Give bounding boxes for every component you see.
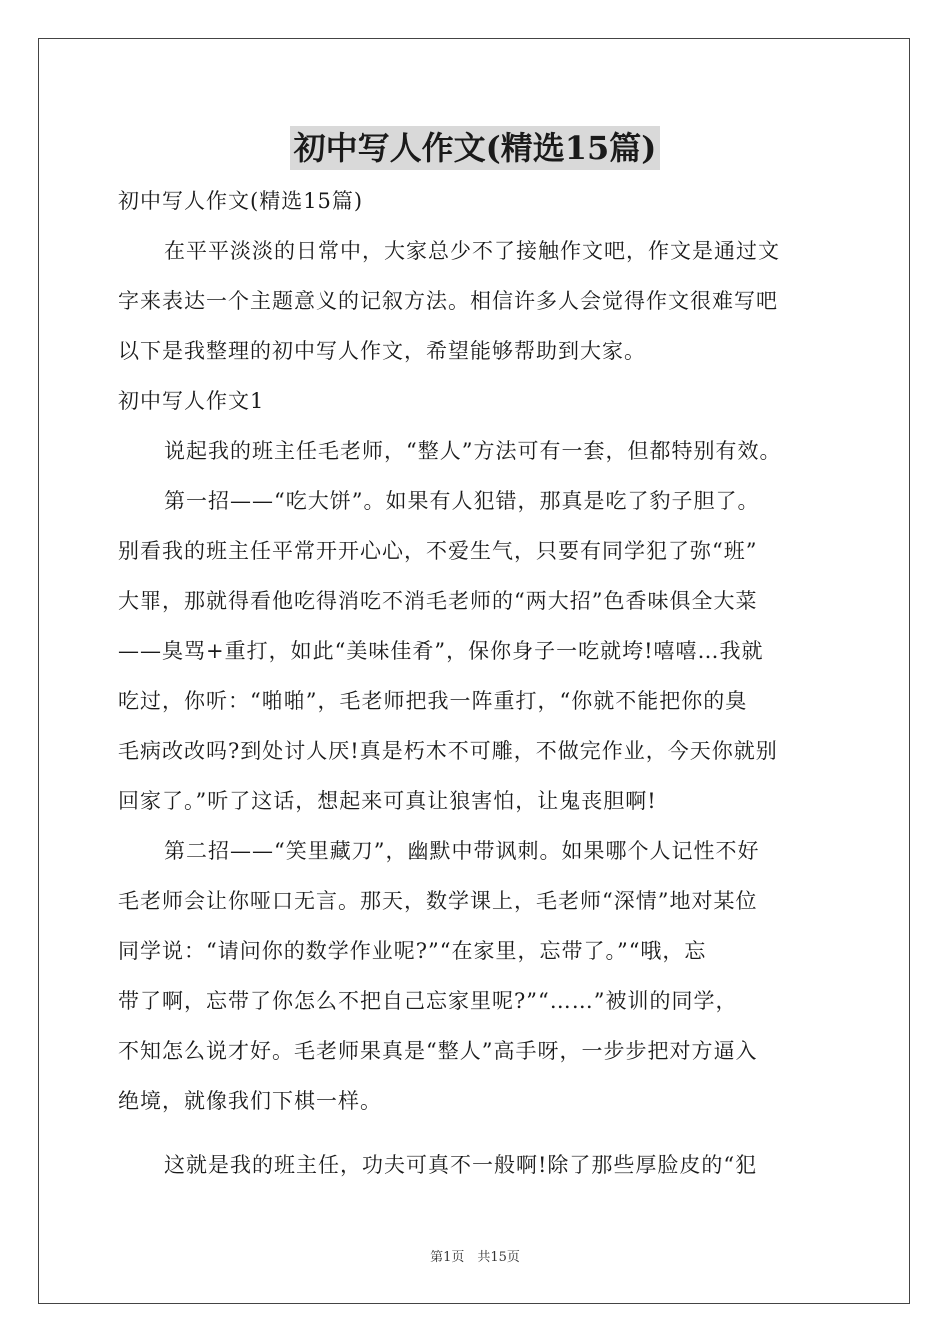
- text-line: 吃过，你听：“啪啪”，毛老师把我一阵重打，“你就不能把你的臭: [118, 689, 748, 713]
- text-line: ——臭骂+重打，如此“美味佳肴”，保你身子一吃就垮!嘻嘻…我就: [118, 639, 764, 663]
- page-number: 第1页 共15页: [430, 1250, 520, 1265]
- text-line: 回家了。”听了这话，想起来可真让狼害怕，让鬼丧胆啊!: [118, 789, 657, 813]
- text-line: 字来表达一个主题意义的记叙方法。相信许多人会觉得作文很难写吧: [118, 289, 778, 313]
- text-line: 同学说：“请问你的数学作业呢?”“在家里，忘带了。”“哦，忘: [118, 939, 707, 963]
- text-line: 以下是我整理的初中写人作文，希望能够帮助到大家。: [118, 339, 646, 363]
- text-line: 初中写人作文1: [118, 389, 265, 413]
- text-line: 不知怎么说才好。毛老师果真是“整人”高手呀，一步步把对方逼入: [118, 1039, 758, 1063]
- text-line: 第二招——“笑里藏刀”，幽默中带讽刺。如果哪个人记性不好: [164, 839, 760, 863]
- text-line: 大罪，那就得看他吃得消吃不消毛老师的“两大招”色香味俱全大菜: [118, 589, 758, 613]
- text-line: 说起我的班主任毛老师，“整人”方法可有一套，但都特别有效。: [164, 439, 782, 463]
- text-line: 这就是我的班主任，功夫可真不一般啊!除了那些厚脸皮的“犯: [164, 1153, 758, 1177]
- text-line: 绝境，就像我们下棋一样。: [118, 1089, 382, 1113]
- text-line: 别看我的班主任平常开开心心，不爱生气，只要有同学犯了弥“班”: [118, 539, 758, 563]
- document-body: [118, 176, 836, 1190]
- text-line: 第一招——“吃大饼”。如果有人犯错，那真是吃了豹子胆了。: [164, 489, 760, 513]
- text-line: 在平平淡淡的日常中，大家总少不了接触作文吧，作文是通过文: [164, 239, 780, 263]
- text-line: 毛病改改吗?到处讨人厌!真是朽木不可雕，不做完作业，今天你就别: [118, 739, 778, 763]
- title-container: [0, 126, 950, 170]
- paragraph-gap: [118, 1126, 836, 1140]
- text-line: 毛老师会让你哑口无言。那天，数学课上，毛老师“深情”地对某位: [118, 889, 758, 913]
- page-footer: [0, 1246, 950, 1265]
- text-line: 带了啊，忘带了你怎么不把自己忘家里呢?”“……”被训的同学，: [118, 989, 738, 1013]
- page-title: 初中写人作文(精选15篇): [290, 126, 661, 170]
- text-line: 初中写人作文(精选15篇): [118, 189, 364, 213]
